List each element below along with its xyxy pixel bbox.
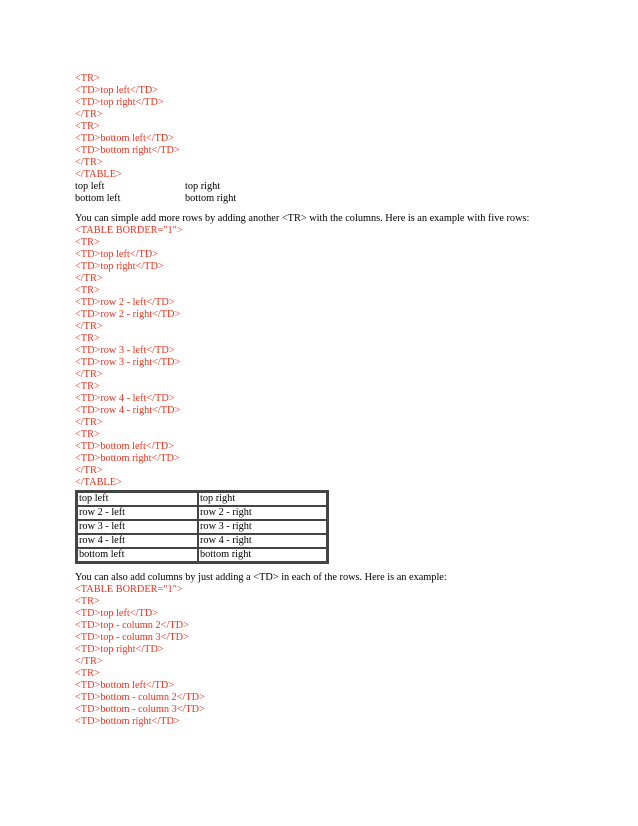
code-block-3 (75, 584, 615, 728)
document-content (75, 73, 615, 728)
code-line: <TD>top right</TD> (75, 644, 164, 655)
table-cell: bottom left (77, 548, 198, 562)
code-line: <TR> (75, 596, 100, 607)
table-row (75, 181, 305, 193)
table-cell: bottom left (75, 193, 121, 204)
code-line: <TD>row 4 - left</TD> (75, 393, 175, 404)
table-cell: row 2 - right (198, 506, 327, 520)
code-line: </TR> (75, 109, 103, 120)
code-line: </TABLE> (75, 477, 122, 488)
code-line: <TR> (75, 429, 100, 440)
code-line: <TD>row 3 - right</TD> (75, 357, 181, 368)
code-line: <TD>top left</TD> (75, 85, 158, 96)
code-line: <TD>bottom left</TD> (75, 441, 175, 452)
code-line: <TABLE BORDER="1"> (75, 225, 183, 236)
code-line: <TR> (75, 285, 100, 296)
code-line: </TR> (75, 417, 103, 428)
code-line: <TD>top left</TD> (75, 608, 158, 619)
code-block-2 (75, 225, 615, 489)
code-line: <TR> (75, 121, 100, 132)
table-row (77, 520, 327, 534)
code-line: <TD>bottom - column 2</TD> (75, 692, 205, 703)
table-cell: row 4 - right (198, 534, 327, 548)
code-line: <TD>bottom - column 3</TD> (75, 704, 205, 715)
table-row (77, 548, 327, 562)
paragraph-gap (75, 205, 615, 213)
code-line: <TD>top right</TD> (75, 261, 164, 272)
code-line: <TABLE BORDER="1"> (75, 584, 183, 595)
code-block-1 (75, 73, 615, 181)
code-line: <TD>row 2 - left</TD> (75, 297, 175, 308)
code-line: <TR> (75, 333, 100, 344)
code-line: <TR> (75, 381, 100, 392)
code-line: </TR> (75, 656, 103, 667)
table-cell: top left (75, 181, 105, 192)
table-cell: row 2 - left (77, 506, 198, 520)
code-line: <TD>top - column 2</TD> (75, 620, 189, 631)
code-line: <TR> (75, 237, 100, 248)
code-line: <TD>row 3 - left</TD> (75, 345, 175, 356)
table-cell: row 3 - right (198, 520, 327, 534)
code-line: </TR> (75, 321, 103, 332)
table-row (77, 506, 327, 520)
code-line: </TABLE> (75, 169, 122, 180)
table-cell: bottom right (185, 193, 237, 204)
paragraph-intro-rows: You can simple add more rows by adding another <TR> with the columns. Here is an example with five rows: (75, 213, 530, 224)
table-cell: row 4 - left (77, 534, 198, 548)
table-cell: row 3 - left (77, 520, 198, 534)
code-line: <TD>bottom right</TD> (75, 716, 180, 727)
paragraph-intro-columns: You can also add columns by just adding a <TD> in each of the rows. Here is an example: (75, 572, 447, 583)
code-line: <TR> (75, 73, 100, 84)
code-line: <TD>bottom left</TD> (75, 133, 175, 144)
rendered-table-no-border (75, 181, 305, 205)
code-line: <TD>row 2 - right</TD> (75, 309, 181, 320)
table-cell: top left (77, 492, 198, 506)
code-line: </TR> (75, 157, 103, 168)
code-line: <TD>bottom right</TD> (75, 145, 180, 156)
code-line: </TR> (75, 369, 103, 380)
paragraph-gap (75, 564, 615, 572)
table-row (77, 492, 327, 506)
rendered-table-bordered (75, 490, 329, 564)
code-line: </TR> (75, 465, 103, 476)
code-line: <TR> (75, 668, 100, 679)
table-cell: top right (185, 181, 221, 192)
code-line: <TD>row 4 - right</TD> (75, 405, 181, 416)
code-line: <TD>bottom left</TD> (75, 680, 175, 691)
code-line: <TD>top right</TD> (75, 97, 164, 108)
code-line: <TD>top left</TD> (75, 249, 158, 260)
code-line: <TD>bottom right</TD> (75, 453, 180, 464)
table-row (77, 534, 327, 548)
table-cell: bottom right (198, 548, 327, 562)
code-line: <TD>top - column 3</TD> (75, 632, 189, 643)
table-cell: top right (198, 492, 327, 506)
code-line: </TR> (75, 273, 103, 284)
table-row (75, 193, 305, 205)
